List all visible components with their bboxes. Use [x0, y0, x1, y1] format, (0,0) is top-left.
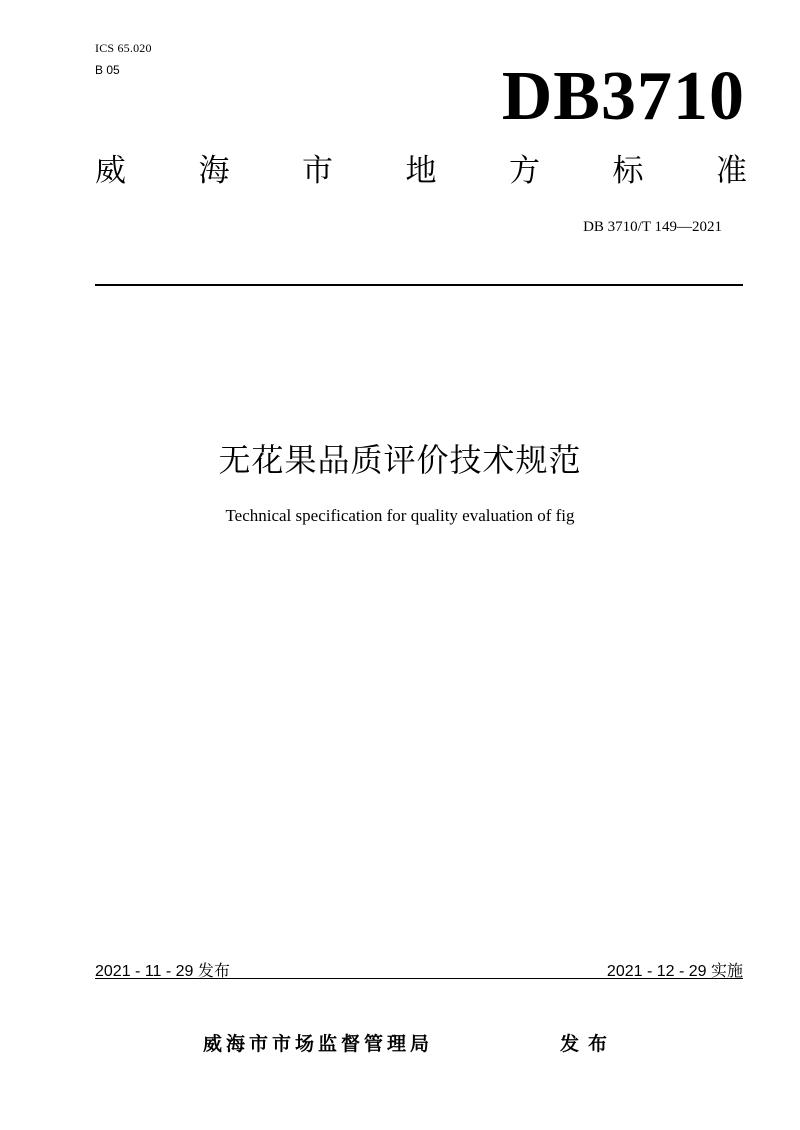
header-divider [95, 284, 743, 286]
standard-type-char: 标 [612, 153, 644, 189]
standard-type-char: 市 [302, 153, 333, 189]
standard-number: DB 3710/T 149—2021 [583, 219, 722, 235]
standard-type-char: 方 [509, 153, 540, 189]
standard-type-char: 海 [198, 153, 230, 189]
standard-code-large: DB3710 [501, 58, 745, 135]
standard-type-char: 地 [405, 153, 437, 189]
ics-code: ICS 65.020 [95, 41, 152, 55]
issue-label: 发布 [560, 1033, 617, 1055]
implementation-date: 2021 - 12 - 29 实施 [606, 963, 743, 980]
standard-type-char: 威 [95, 153, 126, 189]
document-title-chinese: 无花果品质评价技术规范 [218, 441, 582, 479]
standard-type [95, 153, 747, 189]
issuing-authority: 威海市市场监督管理局 [203, 1033, 434, 1055]
ccs-code: B 05 [95, 63, 120, 77]
standard-type-char: 准 [716, 153, 747, 189]
issue-date: 2021 - 11 - 29 发布 [95, 963, 230, 980]
document-title-english: Technical specification for quality evaluation of fig [225, 506, 575, 525]
footer-divider [95, 978, 743, 979]
